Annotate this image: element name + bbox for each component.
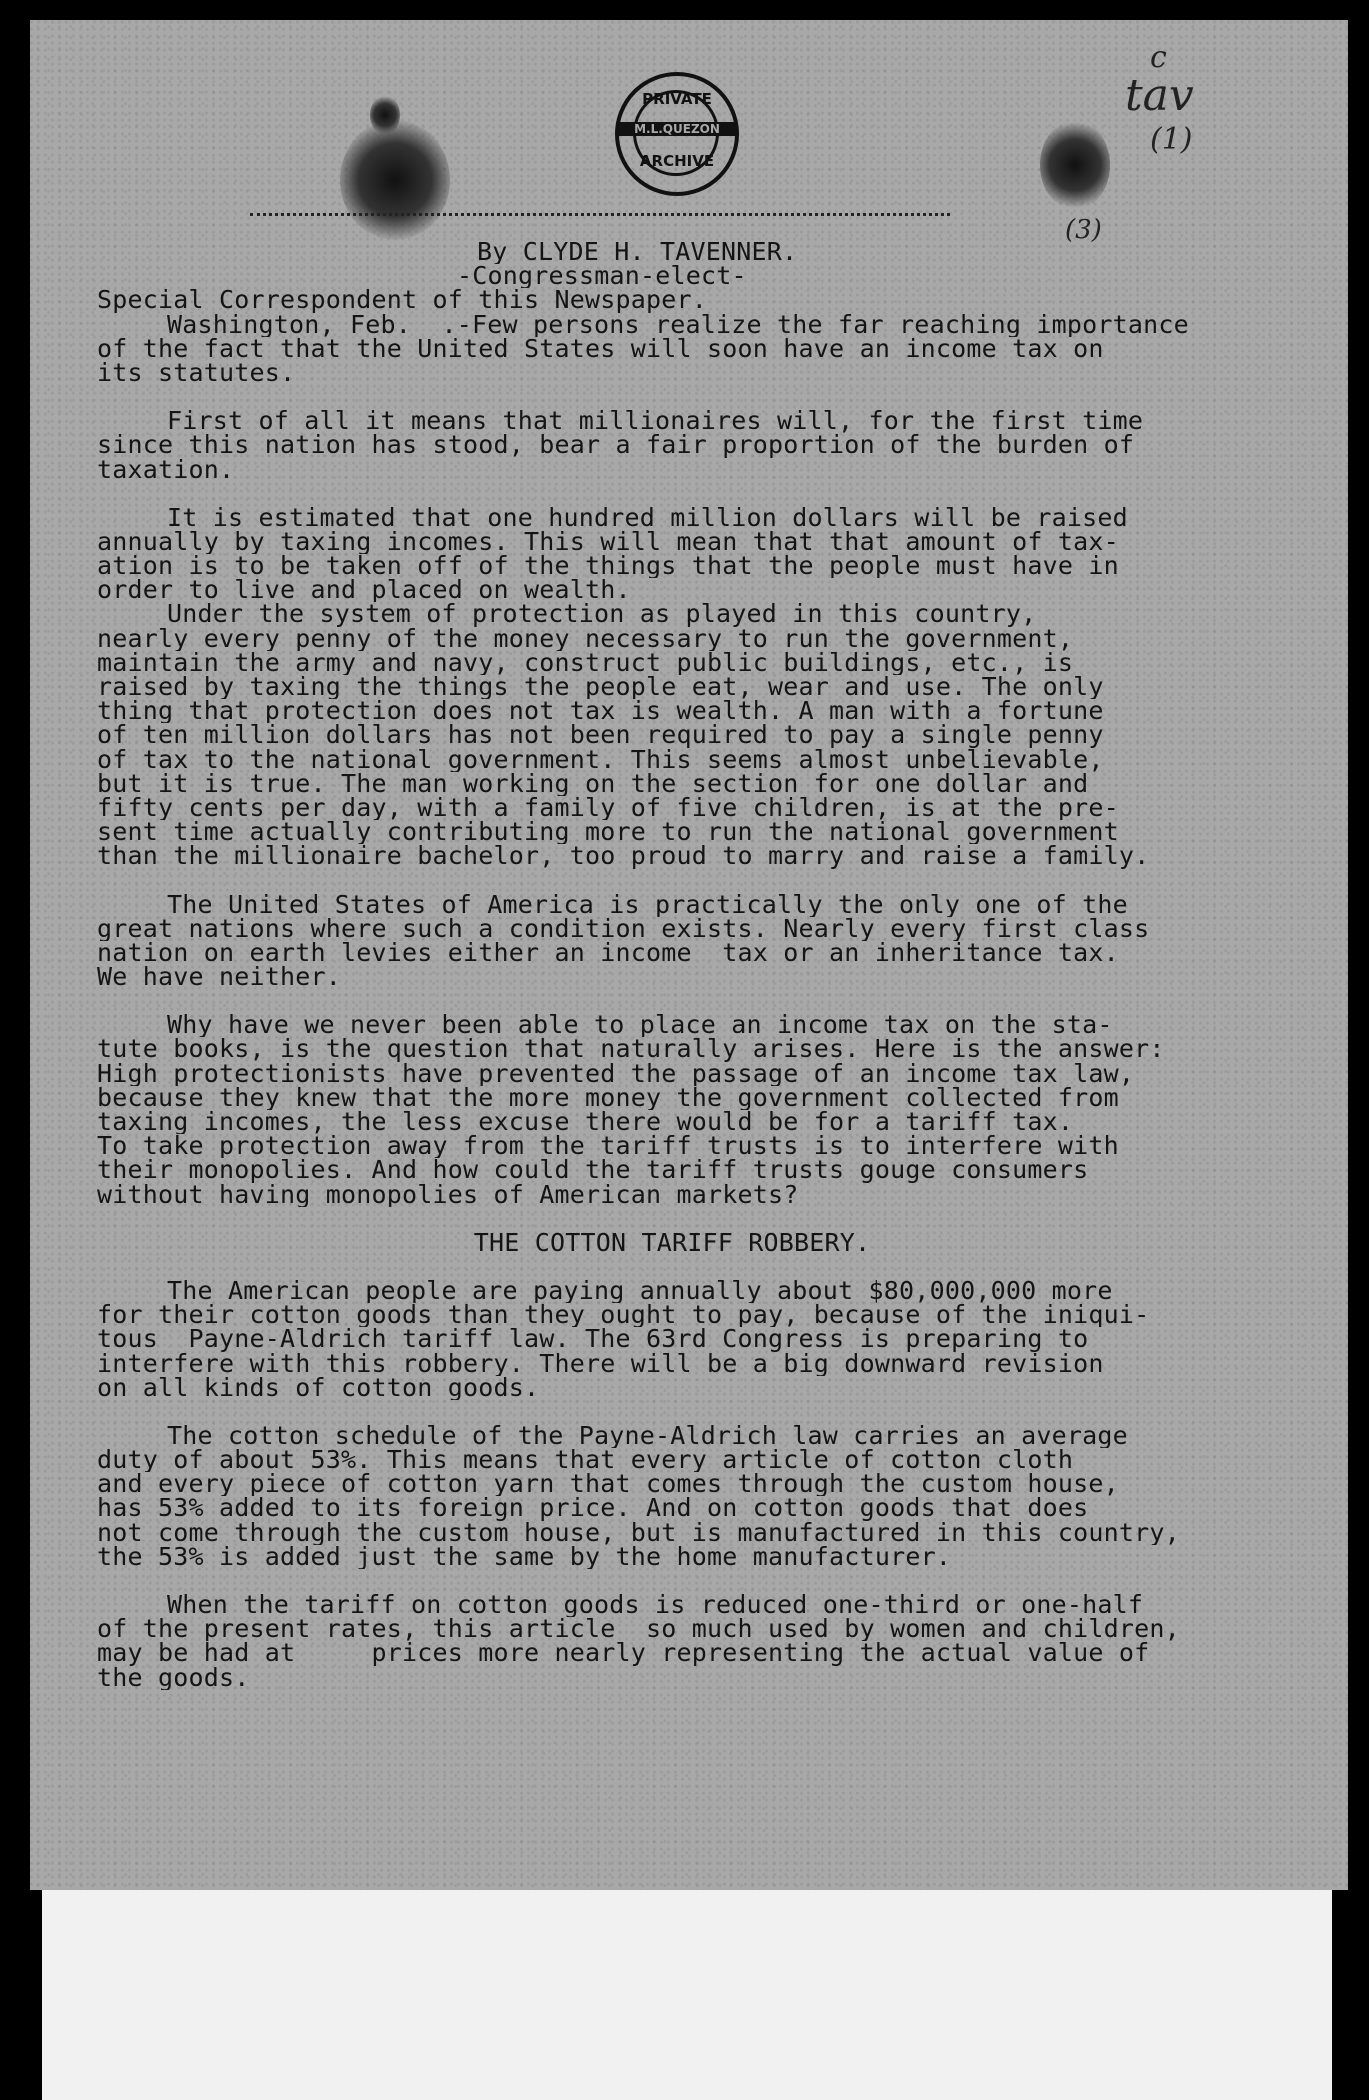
- paragraph: [97, 1424, 1247, 1569]
- text-line: When the tariff on cotton goods is reduced one-third or one-half: [167, 1593, 1144, 1618]
- text-line: annually by taxing incomes. This will mean that that amount of tax-: [97, 529, 1119, 555]
- text-line: of the present rates, this article so much used by women and children,: [97, 1617, 1180, 1642]
- paragraph: [97, 893, 1247, 990]
- text-line: First of all it means that millionaires will, for the first time: [167, 409, 1144, 434]
- dotted-rule: [250, 213, 950, 216]
- text-line: fifty cents per day, with a family of five children, is at the pre-: [97, 795, 1119, 821]
- text-line: order to live and placed on wealth.: [97, 578, 631, 603]
- text-line: of ten million dollars has not been required to pay a single penny: [97, 723, 1104, 748]
- text-line: High protectionists have prevented the passage of an income tax law,: [97, 1061, 1135, 1086]
- text-line: Why have we never been able to place an income tax on the sta-: [167, 1013, 1113, 1038]
- stamp-middle-text: M.L.QUEZON: [619, 122, 735, 136]
- margin-note-number-2: (3): [1065, 215, 1102, 245]
- stamp-top-text: PRIVATE: [642, 90, 712, 108]
- paragraph: [97, 1013, 1247, 1207]
- text-line: but it is true. The man working on the section for one dollar and: [97, 771, 1089, 796]
- text-line: duty of about 53%. This means that every article of cotton cloth: [97, 1448, 1074, 1473]
- text-line: nearly every penny of the money necessary to run the government,: [97, 626, 1074, 651]
- paragraph: [97, 409, 1247, 482]
- paragraph: [97, 1593, 1247, 1690]
- text-line: on all kinds of cotton goods.: [97, 1375, 540, 1400]
- stamp-bottom-text: ARCHIVE: [639, 152, 715, 170]
- text-line: than the millionaire bachelor, too proud to marry and raise a family.: [97, 844, 1150, 869]
- text-line: and every piece of cotton yarn that comes through the custom house,: [97, 1472, 1119, 1497]
- paragraph: [97, 1279, 1247, 1400]
- text-line: tous Payne-Aldrich tariff law. The 63rd Congress is preparing to: [97, 1327, 1089, 1352]
- text-line: tute books, is the question that naturally arises. Here is the answer:: [97, 1037, 1165, 1062]
- text-line: sent time actually contributing more to run the national government: [97, 820, 1119, 845]
- paragraph: [97, 313, 1247, 386]
- text-line: raised by taxing the things the people eat, wear and use. The only: [97, 675, 1104, 700]
- scan-bottom-strip: [42, 1890, 1332, 2100]
- byline: By CLYDE H. TAVENNER.: [477, 240, 798, 265]
- margin-note-c: c: [1150, 40, 1167, 75]
- text-line: its statutes.: [97, 360, 296, 386]
- text-line: We have neither.: [97, 965, 342, 990]
- text-line: The United States of America is practically the only one of the: [167, 892, 1128, 917]
- text-line: The cotton schedule of the Payne-Aldrich law carries an average: [167, 1423, 1128, 1449]
- margin-note-number: (1): [1150, 122, 1193, 157]
- text-line: thing that protection does not tax is wealth. A man with a fortune: [97, 699, 1104, 724]
- text-line: since this nation has stood, bear a fair proportion of the burden of: [97, 433, 1135, 458]
- typed-text: [97, 240, 1247, 1690]
- archive-stamp: [615, 72, 739, 196]
- burn-mark: [340, 120, 450, 240]
- text-line: To take protection away from the tariff trusts is to interfere with: [97, 1134, 1119, 1159]
- text-line: Washington, Feb. .-Few persons realize the far reaching importance: [167, 312, 1189, 337]
- text-line: because they knew that the more money the government collected from: [97, 1085, 1119, 1110]
- text-line: may be had at prices more nearly representing the actual value of: [97, 1641, 1150, 1666]
- text-line: their monopolies. And how could the tariff trusts gouge consumers: [97, 1158, 1089, 1183]
- text-line: taxing incomes, the less excuse there would be for a tariff tax.: [97, 1110, 1074, 1135]
- margin-note-tav: tav: [1125, 70, 1194, 121]
- burn-mark: [1040, 120, 1110, 210]
- text-line: taxation.: [97, 457, 235, 482]
- text-line: for their cotton goods than they ought to pay, because of the iniqui-: [97, 1303, 1150, 1328]
- text-line: nation on earth levies either an income tax or an inheritance tax.: [97, 940, 1119, 966]
- text-line: Under the system of protection as played in this country,: [167, 602, 1037, 627]
- title-line: -Congressman-elect-: [457, 264, 747, 289]
- burn-mark: [370, 95, 400, 135]
- text-line: the 53% is added just the same by the home manufacturer.: [97, 1544, 952, 1569]
- paragraph: [97, 506, 1247, 869]
- text-line: has 53% added to its foreign price. And on cotton goods that does: [97, 1496, 1089, 1521]
- text-line: great nations where such a condition exists. Nearly every first class: [97, 916, 1150, 941]
- text-line: not come through the custom house, but is manufactured in this country,: [97, 1520, 1180, 1545]
- text-line: The American people are paying annually about $80,000,000 more: [167, 1278, 1113, 1304]
- text-line: interfere with this robbery. There will be a big downward revision: [97, 1351, 1104, 1376]
- text-line: without having monopolies of American markets?: [97, 1182, 799, 1207]
- text-line: of the fact that the United States will soon have an income tax on: [97, 336, 1104, 361]
- text-line: of tax to the national government. This seems almost unbelievable,: [97, 747, 1104, 772]
- correspondent-line: Special Correspondent of this Newspaper.: [97, 288, 708, 313]
- text-line: It is estimated that one hundred million dollars will be raised: [167, 505, 1128, 530]
- text-line: ation is to be taken off of the things that the people must have in: [97, 554, 1119, 579]
- subheading: THE COTTON TARIFF ROBBERY.: [473, 1230, 871, 1255]
- text-line: the goods.: [97, 1665, 250, 1690]
- text-line: maintain the army and navy, construct public buildings, etc., is: [97, 650, 1074, 675]
